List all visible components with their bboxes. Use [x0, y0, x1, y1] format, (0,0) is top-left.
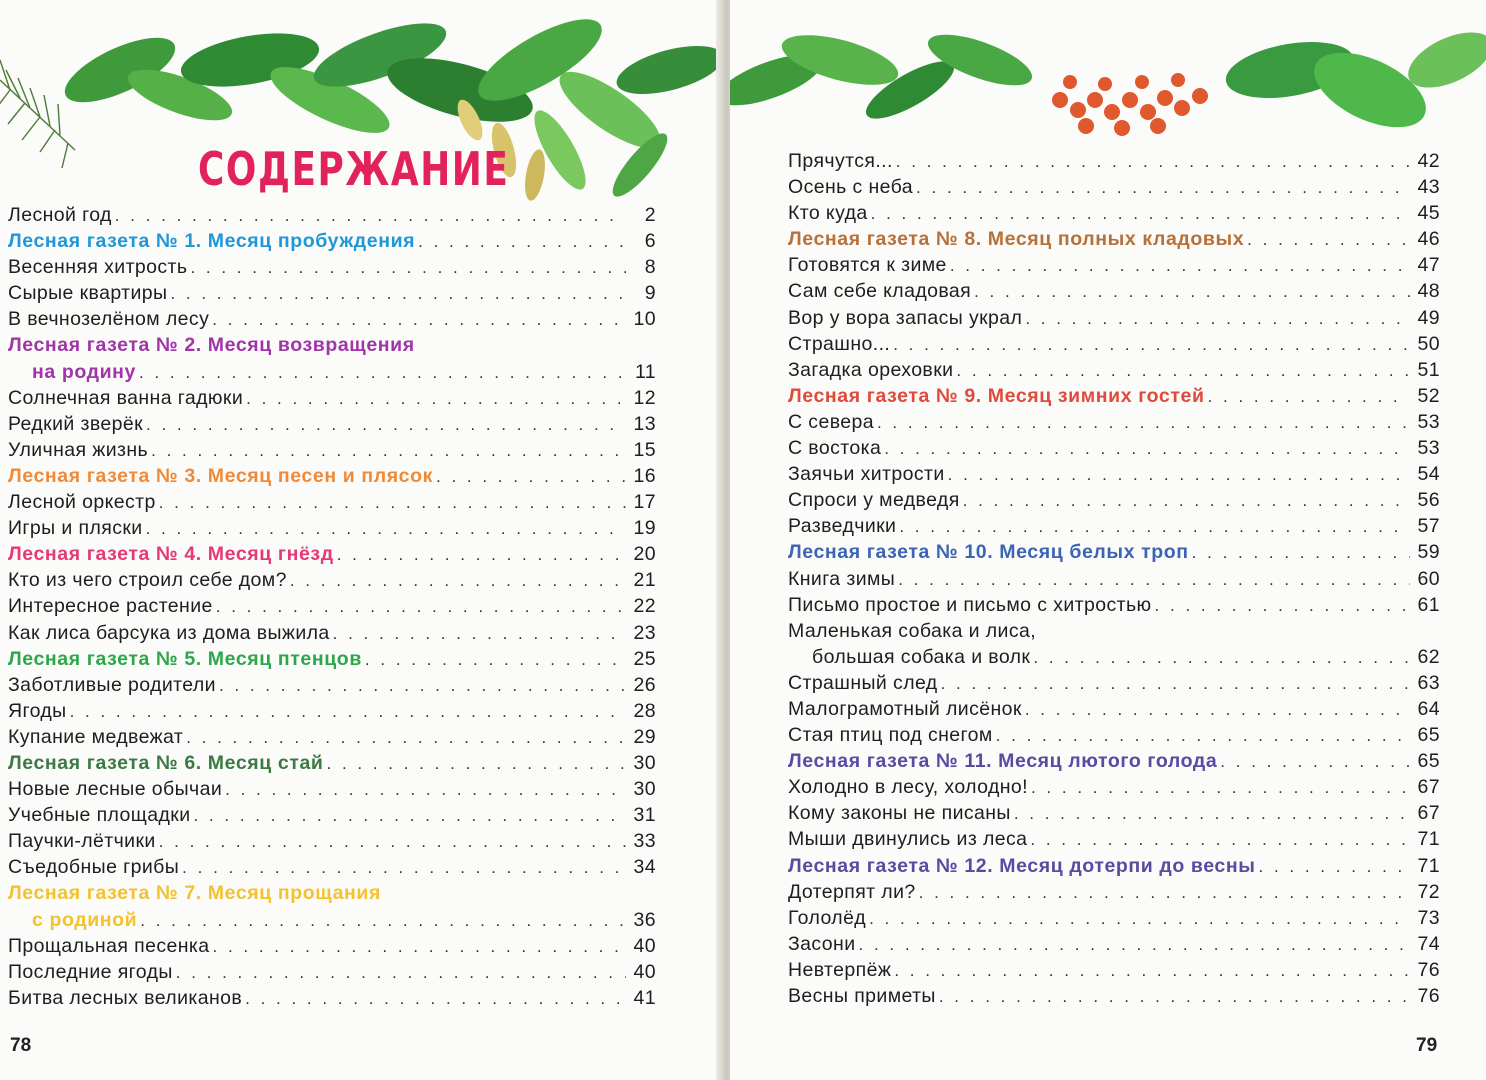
toc-leader-dots: [70, 699, 626, 725]
toc-leader-dots: [418, 229, 626, 255]
toc-entry: [788, 252, 1440, 278]
toc-entry-title: Стая птиц под снегом: [788, 724, 993, 747]
toc-leader-dots: [893, 332, 1410, 358]
toc-page-number: 21: [633, 569, 656, 592]
toc-entry: [8, 620, 656, 646]
toc-page-number: 31: [633, 804, 656, 827]
toc-page-number: 40: [633, 960, 656, 983]
toc-page-number: 2: [644, 204, 656, 226]
toc-page-number: 33: [633, 830, 656, 853]
toc-entry-title: С севера: [788, 410, 874, 433]
toc-entry-title: Сырые квартиры: [8, 282, 168, 305]
toc-entry-title: Засони: [788, 932, 856, 955]
toc-leader-dots: [948, 462, 1410, 488]
toc-page-number: 11: [634, 360, 656, 383]
toc-entry-title: Мыши двинулись из леса: [788, 828, 1028, 851]
toc-leader-dots: [1192, 540, 1410, 566]
toc-leader-dots: [894, 958, 1410, 984]
toc-section-heading: [788, 226, 1440, 252]
toc-leader-dots: [916, 175, 1410, 201]
toc-page-number: 25: [633, 647, 656, 670]
toc-page-number: 46: [1417, 228, 1440, 251]
toc-entry: [8, 593, 656, 619]
toc-leader-dots: [436, 464, 626, 490]
toc-entry: [788, 435, 1440, 461]
toc-leader-dots: [996, 723, 1410, 749]
toc-page-number: 28: [633, 699, 656, 722]
toc-page-number: 61: [1417, 593, 1440, 616]
toc-entry: [8, 959, 656, 985]
toc-leader-dots: [139, 360, 626, 386]
toc-entry-title: Редкий зверёк: [8, 412, 144, 435]
toc-entry-title: Лесная газета № 4. Месяц гнёзд: [8, 543, 334, 566]
toc-section-heading: [8, 541, 656, 567]
toc-section-heading: [8, 646, 656, 672]
toc-page-number: 48: [1417, 280, 1440, 303]
toc-entry-title: Лесная газета № 12. Месяц дотерпи до весны: [788, 854, 1256, 877]
toc-section-heading: [788, 748, 1440, 774]
toc-page-number: 74: [1417, 932, 1440, 955]
toc-entry: [8, 280, 656, 306]
toc-leader-dots: [859, 932, 1411, 958]
toc-page-number: 53: [1417, 437, 1440, 460]
toc-entry: [788, 409, 1440, 435]
toc-entry-title: Лесной год: [8, 204, 112, 226]
toc-leader-dots: [176, 960, 626, 986]
toc-entry-title: Весенняя хитрость: [8, 256, 188, 279]
toc-entry-title: Как лиса барсука из дома выжила: [8, 621, 330, 644]
toc-section-heading: [8, 359, 656, 385]
toc-left-column: [8, 202, 656, 1011]
toc-leader-dots: [871, 201, 1410, 227]
toc-page-number: 53: [1417, 410, 1440, 433]
toc-entry-title: Заячьи хитрости: [788, 463, 945, 486]
toc-entry-title: Загадка ореховки: [788, 358, 954, 381]
toc-entry-title: Лесная газета № 9. Месяц зимних гостей: [788, 384, 1205, 407]
toc-entry-title: Лесная газета № 11. Месяц лютого голода: [788, 750, 1218, 773]
toc-page-number: 22: [633, 595, 656, 618]
toc-leader-dots: [216, 594, 626, 620]
toc-section-heading: [788, 383, 1440, 409]
toc-entry-title: большая собака и волк: [812, 645, 1031, 668]
toc-page-number: 15: [633, 438, 656, 461]
toc-entry-title: Лесной оркестр: [8, 491, 156, 514]
toc-section-heading: [8, 880, 656, 906]
toc-entry-title: Прячутся...: [788, 150, 893, 172]
toc-page-number: 51: [1417, 358, 1440, 381]
toc-leader-dots: [365, 647, 626, 673]
toc-section-heading: [8, 332, 656, 358]
toc-leader-dots: [159, 490, 626, 516]
toc-page-number: 9: [644, 282, 656, 305]
toc-entry-title: Маленькая собака и лиса,: [788, 619, 1037, 642]
toc-leader-dots: [1025, 306, 1410, 332]
toc-page-number: 19: [633, 517, 656, 540]
toc-entry-title: С востока: [788, 437, 882, 460]
toc-entry-title: Холодно в лесу, холодно!: [788, 776, 1028, 799]
toc-entry-title: Книга зимы: [788, 567, 896, 590]
left-page: [0, 0, 722, 1080]
toc-entry: [8, 724, 656, 750]
toc-page-number: 10: [633, 308, 656, 331]
toc-page-number: 45: [1417, 202, 1440, 225]
toc-entry: [788, 696, 1440, 722]
toc-leader-dots: [190, 255, 626, 281]
toc-leader-dots: [869, 906, 1410, 932]
toc-right-column: [788, 148, 1440, 1009]
toc-entry-title: Гололёд: [788, 906, 867, 929]
toc-page-number: 43: [1417, 176, 1440, 199]
toc-entry: [788, 200, 1440, 226]
toc-leader-dots: [1155, 593, 1410, 619]
toc-entry: [788, 879, 1440, 905]
toc-leader-dots: [151, 438, 626, 464]
toc-leader-dots: [974, 279, 1410, 305]
toc-page-number: 49: [1417, 306, 1440, 329]
toc-entry-title: Кто куда: [788, 202, 868, 225]
toc-entry: [8, 933, 656, 959]
toc-entry: [788, 774, 1440, 800]
toc-page-number: 63: [1417, 671, 1440, 694]
toc-entry-title: Лесная газета № 2. Месяц возвращения: [8, 334, 415, 357]
toc-leader-dots: [950, 253, 1410, 279]
toc-leader-dots: [1031, 775, 1410, 801]
toc-entry: [788, 618, 1440, 644]
toc-entry: [788, 148, 1440, 174]
toc-entry: [8, 489, 656, 515]
toc-leader-dots: [333, 621, 626, 647]
toc-entry: [788, 357, 1440, 383]
leaves-illustration-right: [730, 0, 1486, 150]
toc-entry-title: Вор у вора запасы украл: [788, 306, 1023, 329]
toc-entry-title: Дотерпят ли?: [788, 880, 916, 903]
toc-entry: [8, 776, 656, 802]
toc-leader-dots: [898, 567, 1410, 593]
toc-leader-dots: [146, 412, 626, 438]
toc-page-number: 60: [1417, 567, 1440, 590]
toc-entry-title: Уличная жизнь: [8, 438, 149, 461]
rowan-berries-illustration: [1052, 73, 1208, 136]
toc-entry-title: Лесная газета № 8. Месяц полных кладовых: [788, 228, 1245, 251]
toc-entry: [788, 331, 1440, 357]
toc-entry: [8, 306, 656, 332]
toc-entry: [8, 828, 656, 854]
toc-leader-dots: [140, 908, 626, 934]
toc-page-number: 42: [1417, 150, 1440, 172]
toc-entry: [788, 905, 1440, 931]
toc-entry-title: Паучки-лётчики: [8, 830, 156, 853]
toc-section-heading: [8, 750, 656, 776]
toc-leader-dots: [884, 436, 1410, 462]
toc-section-heading: [788, 539, 1440, 565]
toc-page-number: 16: [633, 464, 656, 487]
toc-page-number: 13: [633, 412, 656, 435]
toc-leader-dots: [159, 829, 626, 855]
page-number-right: 79: [1416, 1035, 1438, 1056]
toc-page-number: 65: [1417, 750, 1440, 773]
toc-page-number: 52: [1417, 384, 1440, 407]
toc-entry: [788, 983, 1440, 1009]
toc-leader-dots: [1247, 227, 1410, 253]
toc-entry-title: Ягоды: [8, 699, 67, 722]
toc-page-number: 36: [633, 908, 656, 931]
toc-leader-dots: [327, 751, 627, 777]
toc-leader-dots: [186, 725, 626, 751]
toc-entry-title: Последние ягоды: [8, 960, 173, 983]
toc-entry: [8, 985, 656, 1011]
toc-leader-dots: [219, 673, 626, 699]
toc-leader-dots: [941, 671, 1410, 697]
toc-entry-title: Осень с неба: [788, 176, 914, 199]
toc-page-number: 57: [1417, 515, 1440, 538]
toc-leader-dots: [1220, 749, 1410, 775]
toc-entry: [8, 567, 656, 593]
toc-entry: [788, 826, 1440, 852]
toc-entry: [788, 957, 1440, 983]
toc-entry-title: Спроси у медведя: [788, 489, 960, 512]
toc-leader-dots: [225, 777, 626, 803]
toc-leader-dots: [245, 986, 626, 1012]
toc-entry-title: Новые лесные обычаи: [8, 778, 223, 801]
toc-entry-title: Лесная газета № 6. Месяц стай: [8, 751, 324, 774]
toc-leader-dots: [939, 984, 1410, 1010]
toc-page-number: 64: [1417, 697, 1440, 720]
toc-entry: [788, 174, 1440, 200]
toc-section-heading: [8, 228, 656, 254]
toc-page-number: 72: [1417, 880, 1440, 903]
toc-entry: [8, 854, 656, 880]
toc-page-number: 65: [1417, 724, 1440, 747]
toc-entry: [788, 278, 1440, 304]
toc-entry-title: Готовятся к зиме: [788, 254, 947, 277]
toc-entry-title: Лесная газета № 3. Месяц песен и плясок: [8, 464, 433, 487]
toc-entry-title: Разведчики: [788, 515, 897, 538]
toc-entry: [788, 931, 1440, 957]
toc-entry-title: В вечнозелёном лесу: [8, 308, 210, 331]
toc-page-number: 59: [1417, 541, 1440, 564]
toc-page-number: 34: [633, 856, 656, 879]
toc-entry: [8, 202, 656, 228]
toc-entry-title: Учебные площадки: [8, 804, 191, 827]
toc-page-number: 8: [644, 256, 656, 279]
toc-entry: [8, 437, 656, 463]
toc-entry-title: с родиной: [32, 908, 138, 931]
toc-entry: [8, 802, 656, 828]
toc-page-number: 50: [1417, 332, 1440, 355]
toc-entry: [8, 411, 656, 437]
toc-page-number: 62: [1417, 645, 1440, 668]
toc-leader-dots: [170, 281, 626, 307]
toc-leader-dots: [919, 880, 1410, 906]
toc-page-number: 67: [1417, 802, 1440, 825]
toc-leader-dots: [1033, 645, 1410, 671]
toc-entry-title: Лесная газета № 7. Месяц прощания: [8, 882, 381, 905]
toc-entry-title: Лесная газета № 5. Месяц птенцов: [8, 647, 362, 670]
toc-page-number: 17: [633, 491, 656, 514]
toc-entry: [788, 800, 1440, 826]
toc-entry-title: Страшный след: [788, 671, 938, 694]
toc-page-number: 20: [633, 543, 656, 566]
toc-entry: [788, 566, 1440, 592]
toc-entry: [788, 461, 1440, 487]
toc-entry-title: Кому законы не писаны: [788, 802, 1011, 825]
toc-entry: [788, 305, 1440, 331]
toc-entry: [788, 722, 1440, 748]
toc-leader-dots: [290, 568, 626, 594]
toc-entry: [788, 670, 1440, 696]
toc-leader-dots: [337, 542, 626, 568]
toc-leader-dots: [1014, 801, 1410, 827]
toc-page-number: 12: [633, 386, 656, 409]
toc-section-heading: [8, 463, 656, 489]
toc-page-number: 29: [633, 725, 656, 748]
toc-leader-dots: [212, 307, 626, 333]
toc-entry-title: Солнечная ванна гадюки: [8, 386, 244, 409]
toc-leader-dots: [115, 203, 626, 229]
toc-leader-dots: [896, 149, 1410, 175]
toc-entry-title: Купание медвежат: [8, 725, 184, 748]
toc-page-number: 71: [1417, 854, 1440, 877]
toc-entry: [788, 513, 1440, 539]
toc-entry: [8, 515, 656, 541]
toc-entry-title: Интересное растение: [8, 595, 213, 618]
toc-leader-dots: [963, 488, 1410, 514]
toc-entry: [788, 592, 1440, 618]
toc-page-number: 41: [633, 986, 656, 1009]
toc-page-number: 71: [1417, 828, 1440, 851]
toc-section-heading: [8, 907, 656, 933]
toc-leader-dots: [956, 358, 1410, 384]
toc-entry-title: Игры и пляски: [8, 517, 143, 540]
toc-page-number: 30: [633, 778, 656, 801]
toc-leader-dots: [1208, 384, 1410, 410]
toc-leader-dots: [193, 803, 626, 829]
toc-leader-dots: [899, 514, 1410, 540]
toc-entry-title: Письмо простое и письмо с хитростью: [788, 593, 1152, 616]
toc-page-number: 76: [1417, 958, 1440, 981]
toc-leader-dots: [246, 386, 626, 412]
toc-entry: [788, 487, 1440, 513]
right-page: [730, 0, 1486, 1080]
toc-leader-dots: [877, 410, 1410, 436]
toc-entry-title: Съедобные грибы: [8, 856, 180, 879]
toc-leader-dots: [1259, 854, 1410, 880]
toc-section-heading: [788, 853, 1440, 879]
page-title: СОДЕРЖАНИЕ: [198, 142, 510, 196]
toc-entry-title: Сам себе кладовая: [788, 280, 972, 303]
toc-entry-title: Лесная газета № 1. Месяц пробуждения: [8, 230, 416, 253]
toc-entry-title: Малограмотный лисёнок: [788, 697, 1022, 720]
toc-page-number: 47: [1417, 254, 1440, 277]
pine-branch-illustration: [0, 60, 75, 168]
toc-entry: [8, 698, 656, 724]
toc-entry-title: Страшно...: [788, 332, 891, 355]
toc-entry-title: Невтерпёж: [788, 958, 892, 981]
toc-leader-dots: [1030, 827, 1410, 853]
toc-entry-title: Заботливые родители: [8, 673, 216, 696]
toc-page-number: 54: [1417, 463, 1440, 486]
toc-page-number: 23: [633, 621, 656, 644]
toc-leader-dots: [213, 934, 627, 960]
toc-entry-title: на родину: [32, 360, 136, 383]
toc-page-number: 40: [633, 934, 656, 957]
toc-page-number: 30: [633, 751, 656, 774]
toc-leader-dots: [182, 855, 626, 881]
toc-entry-title: Весны приметы: [788, 985, 936, 1007]
toc-page-number: 73: [1417, 906, 1440, 929]
toc-entry: [8, 672, 656, 698]
toc-page-number: 76: [1417, 985, 1440, 1007]
toc-entry: [8, 385, 656, 411]
toc-leader-dots: [1025, 697, 1410, 723]
toc-page-number: 56: [1417, 489, 1440, 512]
toc-entry: [788, 644, 1440, 670]
toc-entry-title: Битва лесных великанов: [8, 986, 243, 1009]
page-number-left: 78: [10, 1035, 32, 1056]
toc-entry: [8, 254, 656, 280]
toc-entry-title: Лесная газета № 10. Месяц белых троп: [788, 541, 1189, 564]
toc-entry-title: Кто из чего строил себе дом?: [8, 569, 287, 592]
toc-page-number: 6: [644, 230, 656, 253]
toc-leader-dots: [146, 516, 626, 542]
toc-page-number: 26: [633, 673, 656, 696]
toc-entry-title: Прощальная песенка: [8, 934, 210, 957]
toc-page-number: 67: [1417, 776, 1440, 799]
